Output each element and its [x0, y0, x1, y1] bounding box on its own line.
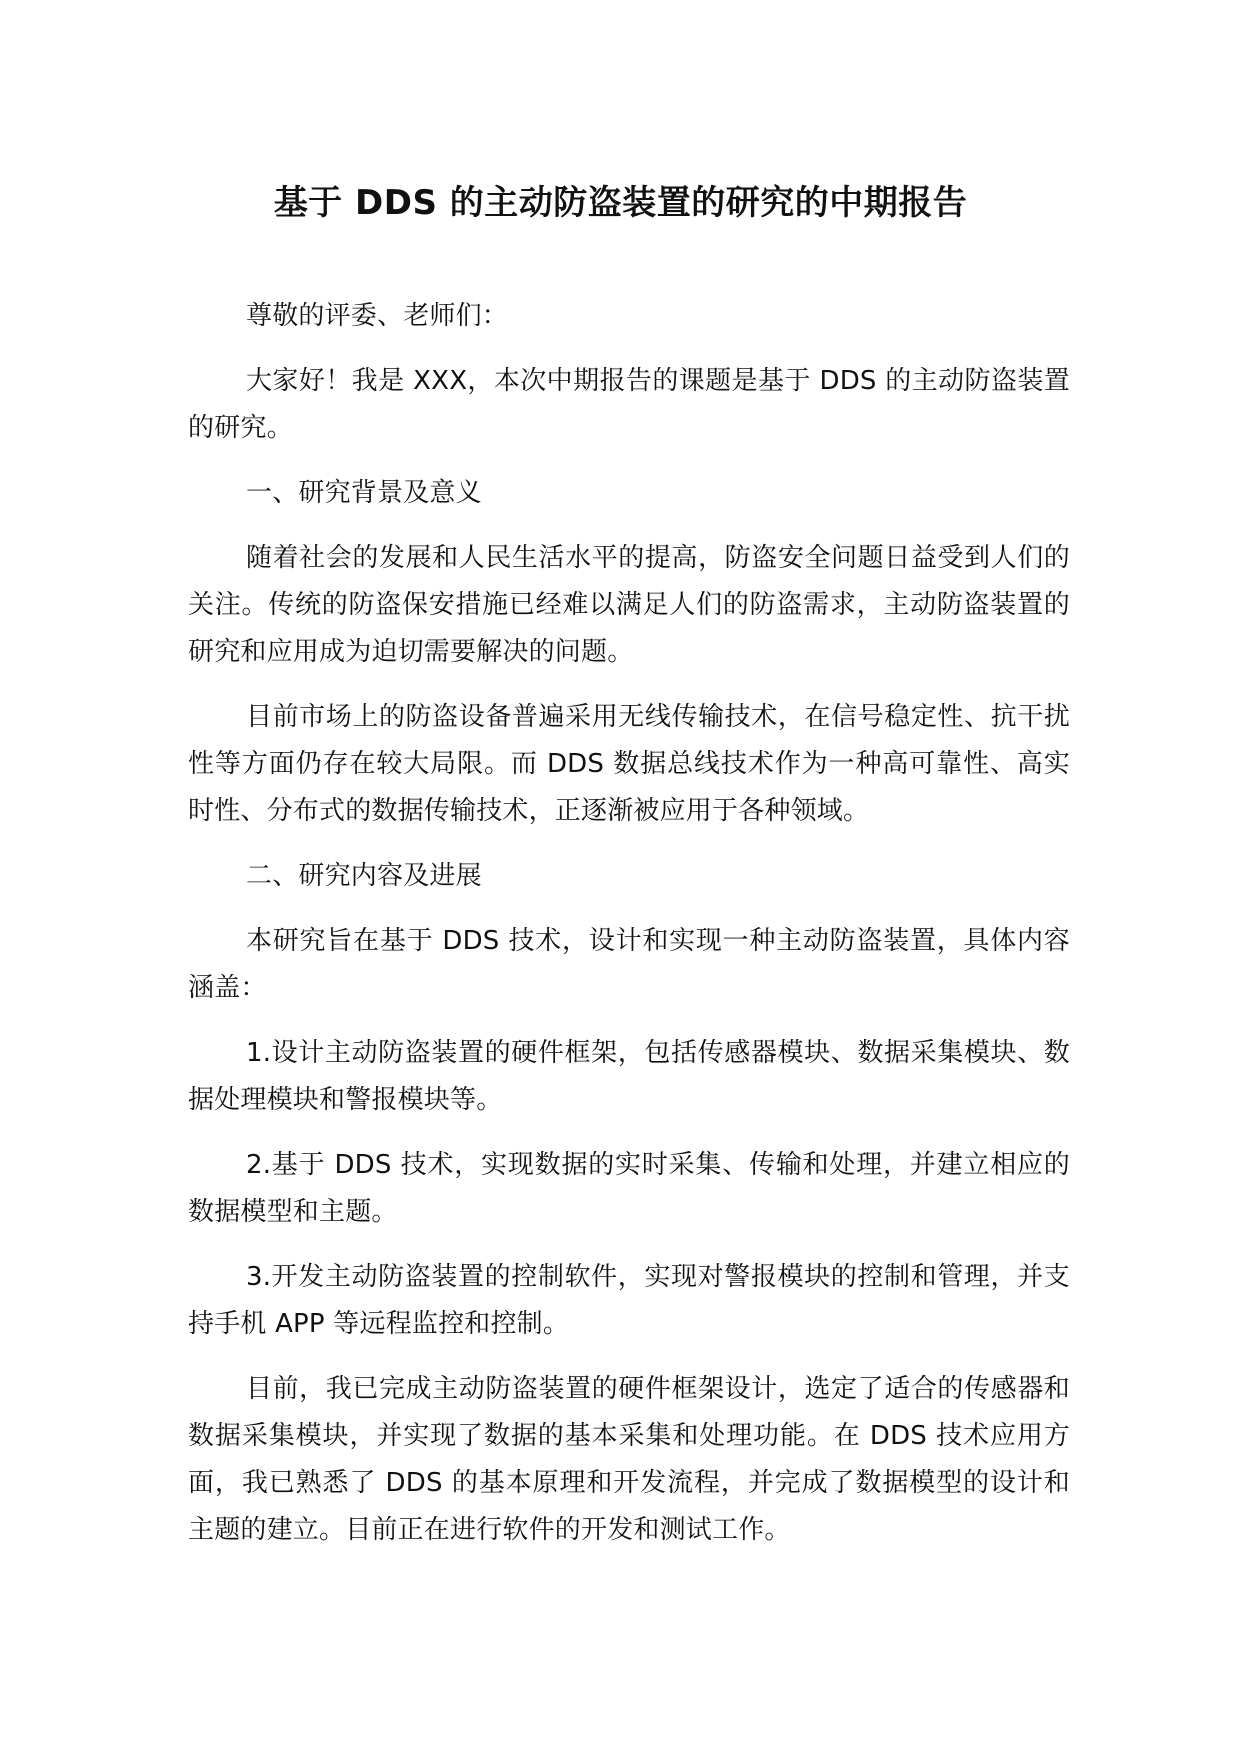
background-paragraph-1: 随着社会的发展和人民生活水平的提高，防盗安全问题日益受到人们的关注。传统的防盗保安措施已经难以满足人们的防盗需求，主动防盗装置的研究和应用成为迫切需要解决的问题。	[188, 543, 1070, 667]
document-body	[188, 293, 1070, 1572]
content-intro-paragraph: 本研究旨在基于 DDS 技术，设计和实现一种主动防盗装置，具体内容涵盖：	[188, 926, 1070, 1003]
document-title: 基于 DDS 的主动防盗装置的研究的中期报告	[273, 183, 968, 223]
progress-paragraph: 目前，我已完成主动防盗装置的硬件框架设计，选定了适合的传感器和数据采集模块，并实现了数据的基本采集和处理功能。在 DDS 技术应用方面，我已熟悉了 DDS 的基本原理和开发流程，并完成了数据模型的设计和主题的建立。目前正在进行软件的开发和测试工作。	[188, 1374, 1070, 1545]
content-item-1: 1.设计主动防盗装置的硬件框架，包括传感器模块、数据采集模块、数据处理模块和警报模块等。	[188, 1038, 1070, 1115]
section-heading-background: 一、研究背景及意义	[246, 478, 482, 508]
background-paragraph-2: 目前市场上的防盗设备普遍采用无线传输技术，在信号稳定性、抗干扰性等方面仍存在较大局限。而 DDS 数据总线技术作为一种高可靠性、高实时性、分布式的数据传输技术，正逐渐被应用于各种领域。	[188, 702, 1070, 826]
section-heading-content: 二、研究内容及进展	[246, 861, 482, 891]
intro-paragraph: 大家好！我是 XXX，本次中期报告的课题是基于 DDS 的主动防盗装置的研究。	[188, 366, 1070, 443]
content-item-3: 3.开发主动防盗装置的控制软件，实现对警报模块的控制和管理，并支持手机 APP 等远程监控和控制。	[188, 1262, 1070, 1339]
content-item-2: 2.基于 DDS 技术，实现数据的实时采集、传输和处理，并建立相应的数据模型和主题。	[188, 1150, 1070, 1227]
salutation: 尊敬的评委、老师们：	[246, 301, 509, 331]
